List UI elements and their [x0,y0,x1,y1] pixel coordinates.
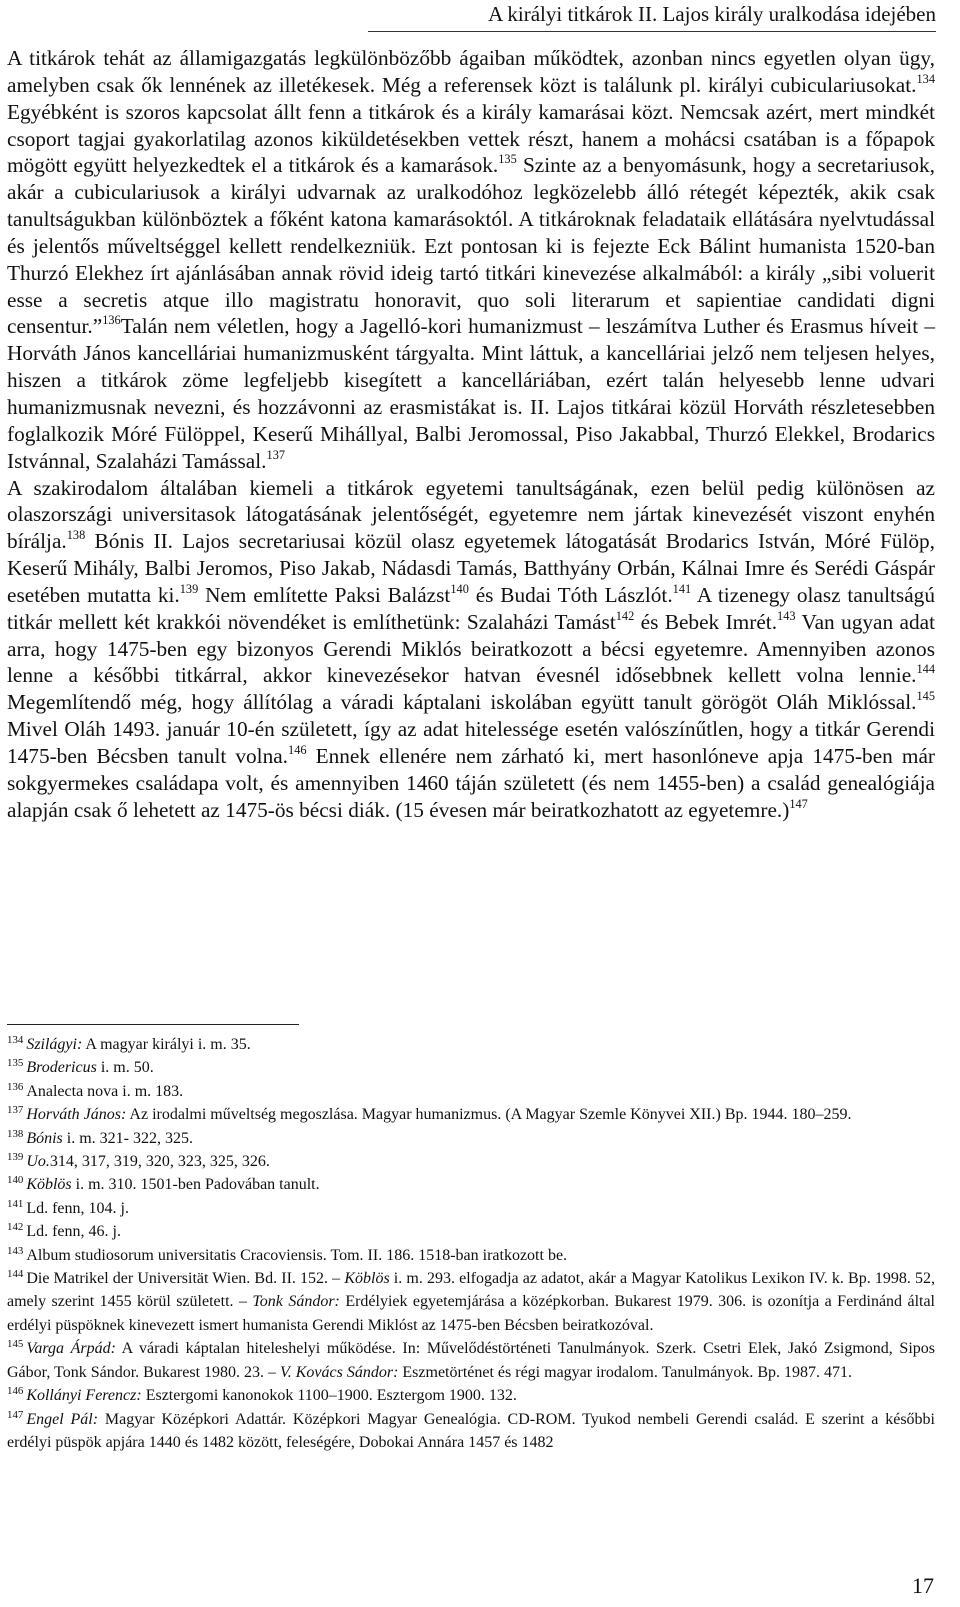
footnote [7,1408,935,1455]
footnote [7,1033,935,1056]
footnote-text: Analecta nova i. m. 183. [26,1082,184,1100]
body-text [7,45,935,823]
footnote-ref[interactable]: 144 [916,662,935,677]
footnote-author: Engel Pál: [26,1410,99,1428]
text-run: Mivel Oláh 1493. január 10-én született, így az adat hitelessége esetén valószínűtlen, hogy a titkár Gerendi 1475-ben Bécsben tanult volna. [7,717,935,768]
footnote-number: 136 [7,1080,24,1093]
footnote-text: Erdélyiek egyetemjárása a középkorban. Bukarest 1979. 306. is ozonítja a Ferdinánd által erdélyi püspöknek kinevezett ismert humanista Gerendi Miklóst az 1475-ben Bécsben beiratkozóval. [7,1293,936,1334]
footnote-ref[interactable]: 134 [916,71,935,86]
footnote-ref[interactable]: 145 [916,689,935,703]
footnote-author: Horváth János: [26,1106,127,1124]
footnote-author: Szilágyi: [26,1036,83,1053]
footnote-text: Esztergomi kanonokok 1100–1900. Esztergom 1900. 132. [141,1387,517,1405]
footnote-ref[interactable]: 147 [789,796,808,811]
footnote-number: 146 [7,1385,24,1398]
footnote [7,1103,935,1126]
footnote-ref[interactable]: 135 [498,152,517,167]
footnote-number: 144 [7,1268,24,1281]
paragraph-1 [7,45,935,475]
footnote-number: 137 [7,1104,24,1117]
footnote-author: Kollányi Ferencz: [26,1387,142,1405]
footnote-separator [7,1024,299,1025]
footnote-number: 139 [7,1151,24,1164]
footnote [7,1080,935,1103]
text-run: A szakirodalom általában kiemeli a titkárok egyetemi tanultságának, ezen belül pedig különösen az olaszországi universitasok látogatásának jelentőségét, egyetemre nem jártak kinevezését viszont enyhén bírálja. [7,475,935,554]
footnote-text: i. m. 293. elfogadja az adatot, akár a Magyar Katolikus Lexikon IV. k. Bp. 1998. 52, amely szerint 1455 körül született. – [7,1270,936,1311]
footnote-number: 145 [7,1338,24,1351]
footnote-number: 138 [7,1127,24,1140]
footnote-text: A váradi káptalan hiteleshelyi működése. In: Művelődéstörténeti Tanulmányok. Szerk. Csetri Elek, Jakó Zsigmond, Sipos Gábor, Tonk Sándor. Bukarest 1980. 23. – [7,1340,935,1381]
footnote [7,1384,935,1407]
text-run: Nem említette Paksi Balázst [198,582,451,607]
footnote-ref[interactable]: 146 [288,742,307,757]
page-number: 17 [912,1573,934,1598]
footnote-text: Album studiosorum universitatis Cracoviensis. Tom. II. 186. 1518-ban iratkozott be. [26,1246,568,1264]
footnote-author: Köblös [26,1176,72,1194]
footnote [7,1267,935,1337]
footnotes [7,1033,935,1454]
footnote-number: 142 [7,1221,24,1234]
footnote-text: Die Matrikel der Universität Wien. Bd. II. 152. – [26,1270,345,1288]
footnote [7,1173,935,1196]
text-run: Ennek ellenére nem zárható ki, mert hasonlóneve apja 1475-ben már sokgyermekes családapa volt, és amennyiben 1460 táján született (és nem 1455-ben) a család genealógiája alapján csak ő lehetett az 1475-ös bécsi diák. (15 évesen már beiratkozhatott az egyetemre.) [7,743,935,822]
text-run: és Bebek Imrét. [634,609,778,634]
footnote [7,1127,935,1150]
text-run: Megemlítendő még, hogy állítólag a váradi káptalani iskolában együtt tanult görögöt Oláh Miklóssal. [7,690,917,715]
paragraph-2 [7,475,935,824]
footnote-text: i. m. 310. 1501-ben Padovában tanult. [71,1176,320,1194]
footnote-number: 141 [7,1197,24,1210]
footnote-text: Magyar Középkori Adattár. Középkori Magyar Genealógia. CD-ROM. Tyukod nembeli Gerendi család. E szerint a későbbi erdélyi püspök apjára 1440 és 1482 között, feleségére, Dobokai Annára 1457 és 1482 [7,1410,936,1451]
footnote-text: i. m. 321- 322, 325. [62,1129,193,1147]
text-run: és Budai Tóth Lászlót. [468,582,673,607]
footnote-text: A magyar királyi i. m. 35. [82,1036,251,1053]
text-run: Bónis II. Lajos secretariusai közül olasz egyetemek látogatását Brodarics István, Móré Fülöp, Keserű Mihály, Balbi Jeromos, Piso Jakab, Nádasdi Tamás, Batthyány Orbán, Kálnai Imre és Serédi Gáspár esetében mutatta ki. [7,529,935,607]
running-header: A királyi titkárok II. Lajos király uralkodása idejében [368,2,936,32]
footnote-author: Tonk Sándor: [252,1293,340,1311]
text-run: Van ugyan adat arra, hogy 1475-ben egy bizonyos Gerendi Miklós beiratkozott a bécsi egyetemre. Amennyiben azonos lenne a későbbi titkárral, akkor kinevezésekor hatvan évesnél idősebbnek kellett volna lennie. [7,609,935,688]
footnote [7,1220,935,1243]
footnote-author: Varga Árpád: [26,1340,116,1358]
footnote-ref[interactable]: 141 [672,581,692,596]
footnote-ref[interactable]: 140 [450,581,469,596]
footnote-number: 147 [7,1408,24,1421]
text-run: Egyébként is szoros kapcsolat állt fenn a titkárok és a király kamarásai közt. Nemcsak azért, mert mindkét csoport tagjai gyakorlatilag azonos kiküldetésekben vettek részt, hanem a mohácsi csatában is a főpapok mögött együtt helyezkedtek el a titkárok és a kamarások. [7,99,935,178]
footnote-author: Brodericus [26,1059,97,1077]
footnote-author: Köblös [344,1270,390,1288]
footnote-author: V. Kovács Sándor: [280,1363,399,1381]
footnote-text: Eszmetörténet és régi magyar irodalom. Tanulmányok. Bp. 1987. 471. [398,1363,852,1381]
footnote-author: Uo. [26,1153,50,1171]
footnote-text: Ld. fenn, 46. j. [26,1223,121,1241]
text-run: Szinte az a benyomásunk, hogy a secretariusok, akár a cubiculariusok a királyi udvarnak az uralkodóhoz legközelebb álló rétegét képezték, akik csak tanultságukban különböztek a főként katona kamarásoktól. A titkároknak feladataik ellátására nyelvtudással és jelentős műveltséggel kellett rendelkezniük. Ezt pontosan ki is fejezte Eck Bálint humanista 1520-ban Thurzó Elekhez írt ajánlásában annak rövid ideig tartó titkári kinevezése alkalmából: a király „sibi voluerit esse a secretis atque illo magistratu honoravit, quo soli literarum et sapientiae candidati digni censentur.” [7,153,936,339]
footnote [7,1150,935,1173]
footnote-text: i. m. 50. [96,1059,154,1077]
footnote-number: 134 [7,1034,24,1047]
footnote-number: 143 [7,1244,24,1257]
footnote [7,1056,935,1079]
footnote-ref[interactable]: 143 [777,608,796,623]
text-run: A tizenegy olasz tanultságú titkár mellett két krakkói növendéket is említhetünk: Szalaházi Tamást [7,582,935,634]
footnote-author: Bónis [26,1129,63,1147]
footnote-ref[interactable]: 137 [266,447,286,462]
footnote-ref[interactable]: 138 [66,527,86,542]
footnote [7,1244,935,1267]
footnote-number: 135 [7,1057,24,1070]
footnote [7,1197,935,1220]
footnote-text: Ld. fenn, 104. j. [26,1199,129,1217]
footnote-text: 314, 317, 319, 320, 323, 325, 326. [49,1153,270,1171]
footnote [7,1337,935,1384]
footnote-ref[interactable]: 139 [179,581,199,596]
footnote-number: 140 [7,1174,24,1187]
text-run: A titkárok tehát az államigazgatás legkülönbözőbb ágaiban működtek, azonban nincs egyetlen olyan ügy, amelyben csak ők lennének az illetékesek. Még a referensek közt is találunk pl. királyi cubiculariusokat. [7,46,935,97]
text-run: Talán nem véletlen, hogy a Jagelló-kori humanizmust – leszámítva Luther és Erasmus híveit – Horváth János kancelláriai humanizmusként tárgyalta. Mint láttuk, a kancelláriai jelző nem teljesen helyes, hiszen a titkárok zöme legfeljebb kisegített a kancelláriában, ezért talán helyesebb lenne udvari humanizmusnak nevezni, és hozzávonni az erasmistákat is. II. Lajos titkárai közül Horváth részletesebben foglalkozik Móré Fülöppel, Keserű Mihállyal, Balbi Jeromossal, Piso Jakabbal, Thurzó Elekkel, Brodarics Istvánnal, Szalaházi Tamással. [7,314,935,473]
footnote-text: Az irodalmi műveltség megoszlása. Magyar humanizmus. (A Magyar Szemle Könyvei XII.) Bp. 1944. 180–259. [126,1106,852,1124]
footnote-ref[interactable]: 142 [615,608,635,623]
footnote-ref[interactable]: 136 [102,313,121,328]
